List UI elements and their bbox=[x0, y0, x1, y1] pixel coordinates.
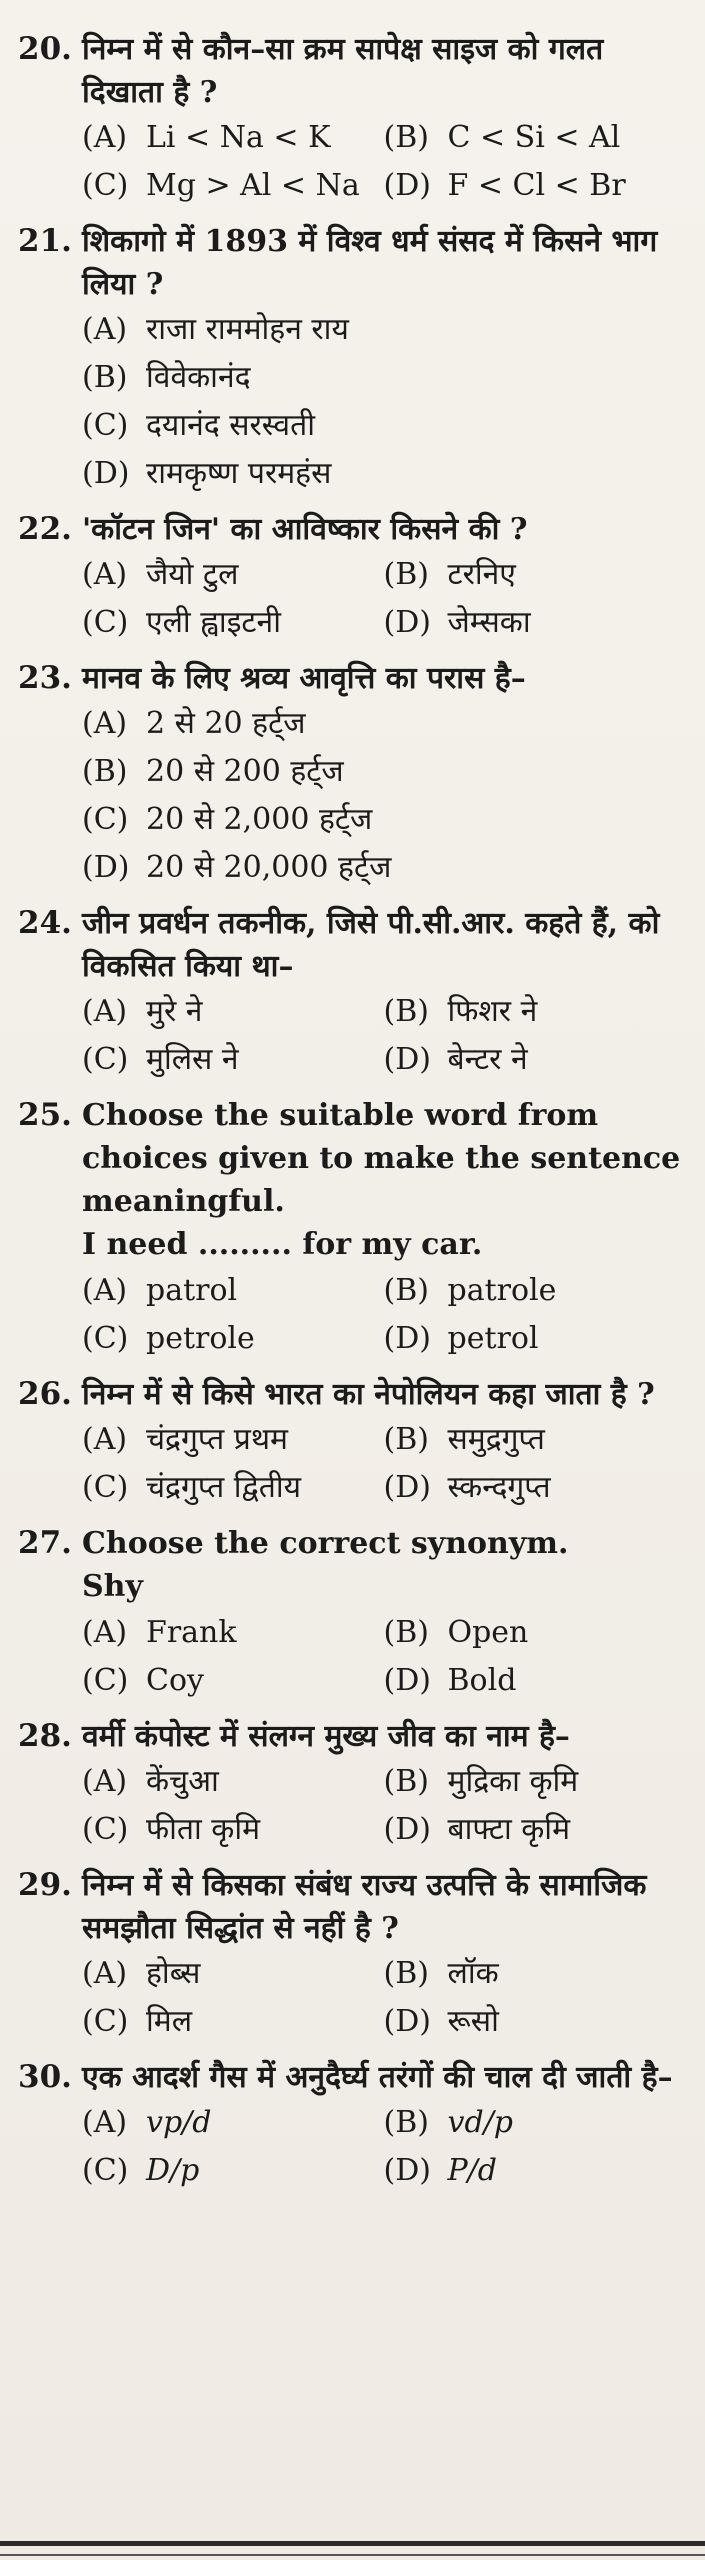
option-text: C < Si < Al bbox=[447, 120, 621, 155]
option-key: (D) bbox=[383, 2153, 431, 2188]
option-text: जैयो टुल bbox=[146, 557, 239, 592]
option-text: राजा राममोहन राय bbox=[146, 312, 349, 347]
option-row bbox=[82, 2147, 685, 2195]
option-row bbox=[82, 1758, 685, 1806]
option-d bbox=[384, 1464, 686, 1512]
option-text: चंद्रगुप्त प्रथम bbox=[146, 1422, 288, 1457]
option-c bbox=[82, 402, 685, 450]
option-key: (A) bbox=[82, 120, 128, 155]
option-a bbox=[82, 2099, 384, 2147]
option-a bbox=[82, 1950, 384, 1998]
question-header bbox=[18, 1373, 685, 1416]
question-number: 27. bbox=[18, 1525, 72, 1561]
option-text: विवेकानंद bbox=[146, 360, 251, 395]
option-row bbox=[82, 1950, 685, 1998]
question-number: 24. bbox=[18, 905, 72, 941]
option-key: (A) bbox=[82, 1764, 128, 1799]
question-22 bbox=[18, 508, 685, 647]
option-c bbox=[82, 599, 384, 647]
option-key: (A) bbox=[82, 706, 128, 741]
option-key: (A) bbox=[82, 1956, 128, 1991]
question-list bbox=[18, 28, 685, 2205]
option-key: (B) bbox=[383, 1615, 429, 1650]
option-row bbox=[82, 599, 685, 647]
question-number: 29. bbox=[18, 1867, 72, 1903]
question-number: 26. bbox=[18, 1376, 72, 1412]
option-text: समुद्रगुप्त bbox=[447, 1422, 545, 1457]
option-d bbox=[384, 2147, 686, 2195]
question-prompt-line: I need ......... for my car. bbox=[82, 1227, 483, 1262]
option-text: रूसो bbox=[447, 2004, 499, 2039]
option-row bbox=[82, 796, 685, 844]
option-key: (B) bbox=[383, 1273, 429, 1308]
option-text: होब्स bbox=[146, 1956, 201, 1991]
option-a bbox=[82, 1416, 384, 1464]
question-number: 30. bbox=[18, 2059, 72, 2095]
option-row bbox=[82, 844, 685, 892]
option-row bbox=[82, 450, 685, 498]
option-text: बेन्टर ने bbox=[447, 1042, 528, 1077]
option-text: मुलिस ने bbox=[146, 1042, 239, 1077]
option-text: एली ह्वाइटनी bbox=[146, 605, 281, 640]
option-key: (D) bbox=[383, 1812, 431, 1847]
question-header bbox=[18, 1094, 685, 1223]
option-d bbox=[384, 1806, 686, 1854]
option-key: (A) bbox=[82, 2105, 128, 2140]
option-c bbox=[82, 1036, 384, 1084]
option-text: रामकृष्ण परमहंस bbox=[146, 456, 332, 491]
option-text: Open bbox=[447, 1615, 529, 1650]
option-b bbox=[384, 988, 686, 1036]
option-c bbox=[82, 1998, 384, 2046]
option-key: (C) bbox=[82, 1042, 129, 1077]
option-text: केंचुआ bbox=[146, 1764, 219, 1799]
option-a bbox=[82, 306, 685, 354]
option-key: (D) bbox=[383, 1321, 431, 1356]
question-header bbox=[18, 1715, 685, 1758]
option-a bbox=[82, 114, 384, 162]
question-text: मानव के लिए श्रव्य आवृत्ति का परास है– bbox=[82, 661, 526, 696]
option-d bbox=[384, 1036, 686, 1084]
option-d bbox=[384, 599, 686, 647]
question-29 bbox=[18, 1864, 685, 2046]
option-a bbox=[82, 1758, 384, 1806]
option-text: Coy bbox=[146, 1663, 204, 1698]
option-text: टरनिए bbox=[447, 557, 516, 592]
option-key: (D) bbox=[383, 1470, 431, 1505]
options-list bbox=[82, 1416, 685, 1512]
question-header bbox=[18, 657, 685, 700]
option-key: (D) bbox=[82, 850, 130, 885]
option-row bbox=[82, 354, 685, 402]
options-list bbox=[82, 1267, 685, 1363]
option-text: patrole bbox=[447, 1273, 557, 1308]
option-row bbox=[82, 1806, 685, 1854]
option-row bbox=[82, 2099, 685, 2147]
option-d bbox=[82, 450, 685, 498]
option-row bbox=[82, 700, 685, 748]
question-number: 22. bbox=[18, 511, 72, 547]
question-text: जीन प्रवर्धन तकनीक, जिसे पी.सी.आर. कहते हैं, को विकसित किया था– bbox=[82, 906, 660, 984]
question-header bbox=[18, 1864, 685, 1950]
options-list bbox=[82, 1758, 685, 1854]
option-row bbox=[82, 1416, 685, 1464]
option-key: (D) bbox=[383, 1042, 431, 1077]
option-text: petrole bbox=[146, 1321, 255, 1356]
question-header bbox=[18, 2056, 685, 2099]
option-key: (B) bbox=[383, 557, 429, 592]
option-row bbox=[82, 162, 685, 210]
option-text: चंद्रगुप्त द्वितीय bbox=[146, 1470, 302, 1505]
question-text: Choose the correct synonym. bbox=[82, 1526, 569, 1561]
option-b bbox=[384, 1950, 686, 1998]
option-text: petrol bbox=[447, 1321, 539, 1356]
option-key: (C) bbox=[82, 2004, 129, 2039]
option-text: 2 से 20 हर्ट्ज bbox=[146, 706, 306, 741]
option-text: 20 से 200 हर्ट्ज bbox=[146, 754, 344, 789]
option-b bbox=[82, 354, 685, 402]
option-c bbox=[82, 162, 384, 210]
option-key: (D) bbox=[383, 1663, 431, 1698]
option-text: मुरे ने bbox=[146, 994, 203, 1029]
option-key: (C) bbox=[82, 168, 129, 203]
option-key: (A) bbox=[82, 557, 128, 592]
option-text: मिल bbox=[146, 2004, 193, 2039]
options-list bbox=[82, 2099, 685, 2195]
option-key: (C) bbox=[82, 1663, 129, 1698]
option-text: स्कन्दगुप्त bbox=[447, 1470, 551, 1505]
option-key: (B) bbox=[383, 1764, 429, 1799]
option-text: जेम्सका bbox=[447, 605, 531, 640]
option-row bbox=[82, 988, 685, 1036]
option-row bbox=[82, 1609, 685, 1657]
question-28 bbox=[18, 1715, 685, 1854]
option-text: vd/p bbox=[447, 2105, 513, 2140]
question-number: 28. bbox=[18, 1718, 72, 1754]
question-25 bbox=[18, 1094, 685, 1363]
option-row bbox=[82, 551, 685, 599]
option-text: 20 से 20,000 हर्ट्ज bbox=[146, 850, 392, 885]
option-key: (A) bbox=[82, 1615, 128, 1650]
footer-rule-thin bbox=[0, 2554, 705, 2556]
question-30 bbox=[18, 2056, 685, 2195]
question-text: वर्मी कंपोस्ट में संलग्न मुख्य जीव का नाम है– bbox=[82, 1719, 570, 1754]
option-a bbox=[82, 988, 384, 1036]
question-header bbox=[18, 220, 685, 306]
option-b bbox=[82, 748, 685, 796]
option-d bbox=[384, 1657, 686, 1705]
options-list bbox=[82, 306, 685, 498]
options-list bbox=[82, 1609, 685, 1705]
question-prompt-line: Shy bbox=[82, 1569, 143, 1604]
option-key: (A) bbox=[82, 312, 128, 347]
option-row bbox=[82, 1036, 685, 1084]
question-header bbox=[18, 508, 685, 551]
option-text: बाफ्टा कृमि bbox=[447, 1812, 571, 1847]
question-26 bbox=[18, 1373, 685, 1512]
question-20 bbox=[18, 28, 685, 210]
option-b bbox=[384, 1758, 686, 1806]
footer-rule bbox=[0, 2541, 705, 2546]
option-text: 20 से 2,000 हर्ट्ज bbox=[146, 802, 373, 837]
option-b bbox=[384, 1609, 686, 1657]
option-key: (B) bbox=[383, 1422, 429, 1457]
options-list bbox=[82, 700, 685, 892]
option-b bbox=[384, 114, 686, 162]
question-text: निम्न में से किसे भारत का नेपोलियन कहा जाता है ? bbox=[82, 1377, 655, 1412]
option-key: (D) bbox=[383, 168, 431, 203]
question-header bbox=[18, 28, 685, 114]
option-key: (B) bbox=[82, 754, 128, 789]
option-b bbox=[384, 2099, 686, 2147]
question-number: 23. bbox=[18, 660, 72, 696]
option-d bbox=[82, 844, 685, 892]
option-row bbox=[82, 1315, 685, 1363]
options-list bbox=[82, 114, 685, 210]
option-text: मुद्रिका कृमि bbox=[447, 1764, 579, 1799]
option-b bbox=[384, 1416, 686, 1464]
question-24 bbox=[18, 902, 685, 1084]
question-27 bbox=[18, 1522, 685, 1705]
option-text: patrol bbox=[146, 1273, 238, 1308]
option-text: Frank bbox=[146, 1615, 237, 1650]
option-key: (A) bbox=[82, 1273, 128, 1308]
option-text: Bold bbox=[447, 1663, 517, 1698]
option-c bbox=[82, 1806, 384, 1854]
option-key: (C) bbox=[82, 408, 129, 443]
option-key: (A) bbox=[82, 1422, 128, 1457]
options-list bbox=[82, 988, 685, 1084]
question-text: निम्न में से किसका संबंध राज्य उत्पत्ति के सामाजिक समझौता सिद्धांत से नहीं है ? bbox=[82, 1868, 647, 1946]
option-d bbox=[384, 162, 686, 210]
option-key: (D) bbox=[82, 456, 130, 491]
question-text: शिकागो में 1893 में विश्व धर्म संसद में किसने भाग लिया ? bbox=[82, 224, 658, 302]
option-d bbox=[384, 1998, 686, 2046]
option-b bbox=[384, 551, 686, 599]
option-row bbox=[82, 1464, 685, 1512]
option-row bbox=[82, 306, 685, 354]
option-text: फिशर ने bbox=[447, 994, 538, 1029]
option-text: vp/d bbox=[146, 2105, 212, 2140]
option-key: (B) bbox=[383, 1956, 429, 1991]
option-b bbox=[384, 1267, 686, 1315]
option-a bbox=[82, 1267, 384, 1315]
option-text: फीता कृमि bbox=[146, 1812, 261, 1847]
option-c bbox=[82, 796, 685, 844]
option-key: (C) bbox=[82, 1470, 129, 1505]
option-key: (C) bbox=[82, 802, 129, 837]
question-23 bbox=[18, 657, 685, 892]
option-c bbox=[82, 2147, 384, 2195]
option-key: (C) bbox=[82, 1321, 129, 1356]
option-key: (A) bbox=[82, 994, 128, 1029]
option-key: (D) bbox=[383, 605, 431, 640]
option-key: (B) bbox=[383, 120, 429, 155]
option-text: लॉक bbox=[447, 1956, 499, 1991]
question-header bbox=[18, 902, 685, 988]
option-c bbox=[82, 1464, 384, 1512]
option-row bbox=[82, 748, 685, 796]
question-text: एक आदर्श गैस में अनुदैर्घ्य तरंगों की चाल दी जाती है– bbox=[82, 2060, 673, 2095]
question-21 bbox=[18, 220, 685, 498]
option-key: (C) bbox=[82, 1812, 129, 1847]
option-row bbox=[82, 1267, 685, 1315]
option-key: (B) bbox=[82, 360, 128, 395]
question-number: 25. bbox=[18, 1097, 72, 1133]
option-key: (D) bbox=[383, 2004, 431, 2039]
options-list bbox=[82, 1950, 685, 2046]
option-text: Li < Na < K bbox=[146, 120, 331, 155]
question-header bbox=[18, 1522, 685, 1565]
options-list bbox=[82, 551, 685, 647]
option-d bbox=[384, 1315, 686, 1363]
option-text: दयानंद सरस्वती bbox=[146, 408, 315, 443]
option-row bbox=[82, 114, 685, 162]
option-row bbox=[82, 402, 685, 450]
question-text: 'कॉटन जिन' का आविष्कार किसने की ? bbox=[82, 512, 528, 547]
option-row bbox=[82, 1657, 685, 1705]
option-a bbox=[82, 1609, 384, 1657]
option-text: D/p bbox=[146, 2153, 200, 2188]
question-text: Choose the suitable word from choices given to make the sentence meaningful. bbox=[82, 1098, 681, 1219]
option-a bbox=[82, 700, 685, 748]
option-text: P/d bbox=[447, 2153, 497, 2188]
question-number: 20. bbox=[18, 31, 72, 67]
option-row bbox=[82, 1998, 685, 2046]
option-text: F < Cl < Br bbox=[447, 168, 626, 203]
option-key: (C) bbox=[82, 605, 129, 640]
option-c bbox=[82, 1315, 384, 1363]
option-key: (C) bbox=[82, 2153, 129, 2188]
option-text: Mg > Al < Na bbox=[146, 168, 360, 203]
option-a bbox=[82, 551, 384, 599]
option-key: (B) bbox=[383, 994, 429, 1029]
option-c bbox=[82, 1657, 384, 1705]
option-key: (B) bbox=[383, 2105, 429, 2140]
question-text: निम्न में से कौन–सा क्रम सापेक्ष साइज को गलत दिखाता है ? bbox=[82, 32, 604, 110]
question-number: 21. bbox=[18, 223, 72, 259]
